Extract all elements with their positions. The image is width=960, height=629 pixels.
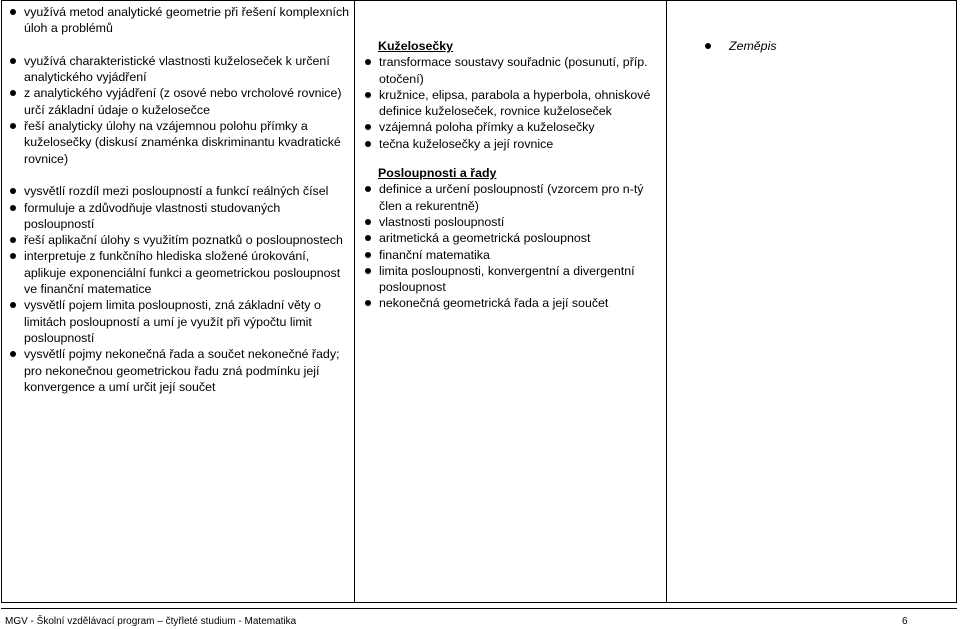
list-item: z analytického vyjádření (z osové nebo vrcholové rovnice) určí základní údaje o kuželosečce	[7, 85, 352, 118]
list-item: formuluje a zdůvodňuje vlastnosti studovaných posloupností	[7, 200, 352, 233]
list-item: využívá charakteristické vlastnosti kuželoseček k určení analytického vyjádření	[7, 53, 352, 86]
cross-curricular-column	[702, 38, 952, 54]
list-item: Zeměpis	[702, 38, 952, 54]
outcomes-group-1	[7, 4, 352, 37]
list-item: limita posloupnosti, konvergentní a divergentní posloupnost	[362, 263, 657, 296]
list-item: vysvětlí pojmy nekonečná řada a součet nekonečné řady; pro nekonečnou geometrickou řadu zná podmínku její konvergence a umí určit její součet	[7, 346, 352, 395]
column-divider	[354, 1, 355, 602]
page-number: 6	[902, 616, 908, 627]
list-item: vysvětlí rozdíl mezi posloupností a funkcí reálných čísel	[7, 183, 352, 199]
list-item: definice a určení posloupností (vzorcem pro n-tý člen a rekurentně)	[362, 181, 657, 214]
outcomes-group-3	[7, 183, 352, 395]
sequences-list	[362, 181, 657, 311]
conics-list	[362, 54, 657, 152]
list-item: vysvětlí pojem limita posloupnosti, zná základní věty o limitách posloupností a umí je využít při výpočtu limit posloupností	[7, 297, 352, 346]
list-item: řeší aplikační úlohy s využitím poznatků o posloupnostech	[7, 232, 352, 248]
list-item: interpretuje z funkčního hlediska složené úrokování, aplikuje exponenciální funkci a geometrickou posloupnost ve finanční matematice	[7, 248, 352, 297]
section-title-conics: Kuželosečky	[378, 39, 454, 53]
column-divider	[666, 1, 667, 602]
list-item: využívá metod analytické geometrie při řešení komplexních úloh a problémů	[7, 4, 352, 37]
cross-curricular-list	[702, 38, 952, 54]
outcomes-group-2	[7, 53, 352, 167]
list-item: finanční matematika	[362, 247, 657, 263]
list-item: vzájemná poloha přímky a kuželosečky	[362, 119, 657, 135]
outcomes-column	[7, 4, 352, 395]
content-column	[362, 38, 657, 312]
list-item: vlastnosti posloupností	[362, 214, 657, 230]
section-title-sequences: Posloupnosti a řady	[378, 166, 497, 181]
list-item: tečna kuželosečky a její rovnice	[362, 136, 657, 152]
list-item: řeší analyticky úlohy na vzájemnou polohu přímky a kuželosečky (diskusí znaménka diskriminantu kvadratické rovnice)	[7, 118, 352, 167]
list-item: transformace soustavy souřadnic (posunutí, příp. otočení)	[362, 54, 657, 87]
footer-divider	[1, 608, 957, 609]
list-item: aritmetická a geometrická posloupnost	[362, 230, 657, 246]
footer-text: MGV - Školní vzdělávací program – čtyřleté studium - Matematika	[5, 616, 297, 627]
list-item: kružnice, elipsa, parabola a hyperbola, ohniskové definice kuželoseček, rovnice kuželoseček	[362, 87, 657, 120]
list-item: nekonečná geometrická řada a její součet	[362, 295, 657, 311]
